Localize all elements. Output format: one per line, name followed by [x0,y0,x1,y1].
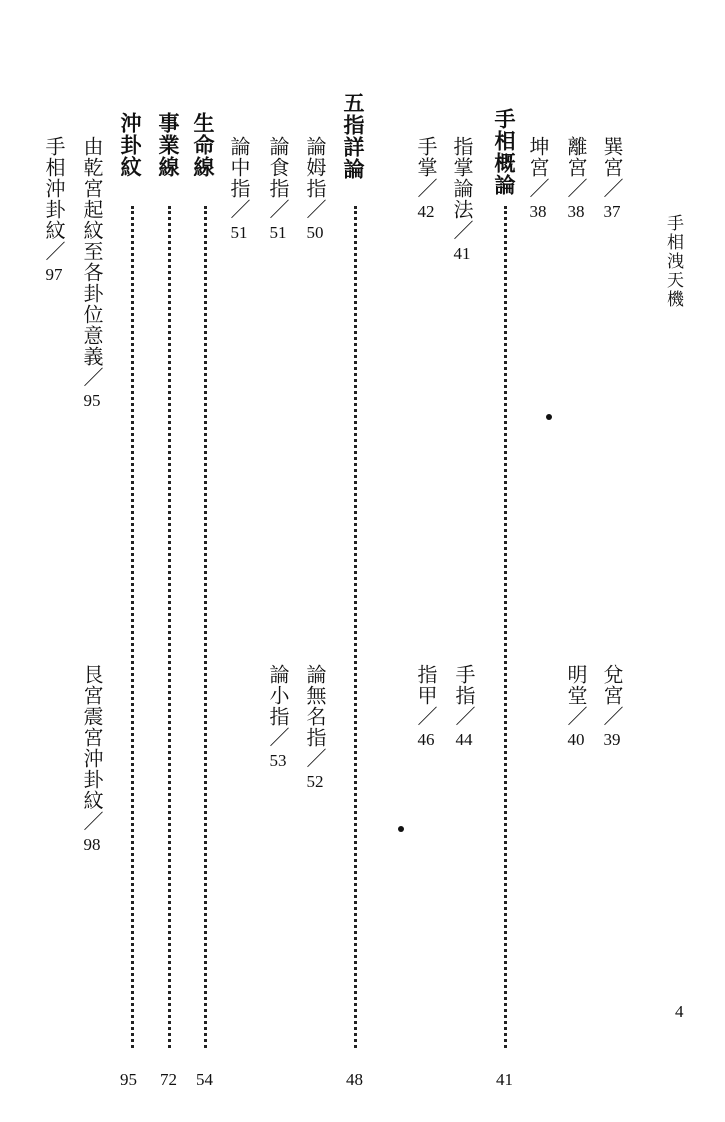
entry-page: 40 [567,730,585,749]
entry-label: 指甲／ [414,664,438,727]
toc-entry-wuming[interactable] [305,664,325,790]
entry-label: 論小指／ [266,664,290,748]
dot-leader-shengming [204,206,210,1048]
dot-leader-chonggua [131,206,137,1048]
toc-section-chonggua[interactable]: 沖卦紋 [118,112,143,178]
dot-leader-wuzhi [354,206,360,1048]
entry-page: 53 [269,751,287,770]
entry-label: 指掌論法／ [450,136,474,241]
toc-entry-mingtang[interactable] [566,664,586,748]
toc-entry-zhizhang[interactable] [452,136,472,262]
toc-entry-kun[interactable] [528,136,548,220]
entry-page: 41 [453,244,471,263]
toc-entry-shouzhi[interactable] [454,664,474,748]
entry-label: 論中指／ [227,136,251,220]
section-page-shengming: 54 [196,1070,213,1089]
entry-page: 97 [45,265,63,284]
section-page-chonggua: 95 [120,1070,137,1089]
toc-entry-zhongzhi[interactable] [229,136,249,241]
toc-entry-shouzhang[interactable] [416,136,436,220]
entry-page: 42 [417,202,435,221]
section-page-gailun: 41 [496,1070,513,1089]
toc-entry-shouxiang[interactable] [44,136,64,283]
entry-page: 37 [603,202,621,221]
scan-speck [546,414,552,420]
toc-section-gailun[interactable]: 手相概論 [492,108,517,196]
section-page-shiye: 72 [160,1070,177,1089]
section-page-wuzhi: 48 [346,1070,363,1089]
entry-label: 論無名指／ [303,664,327,769]
dot-leader-shiye [168,206,174,1048]
entry-page: 50 [306,223,324,242]
running-header: 手相洩天機 [663,214,683,309]
toc-entry-qiangong[interactable] [82,136,102,409]
toc-entry-dui[interactable] [602,664,622,748]
entry-page: 39 [603,730,621,749]
entry-label: 離宮／ [564,136,588,199]
entry-label: 巽宮／ [600,136,624,199]
entry-page: 51 [269,223,287,242]
toc-entry-li[interactable] [566,136,586,220]
entry-page: 44 [455,730,473,749]
entry-page: 51 [230,223,248,242]
toc-entry-xiaozhi[interactable] [268,664,288,769]
entry-page: 95 [83,391,101,410]
entry-page: 98 [83,835,101,854]
scan-speck [398,826,404,832]
dot-leader-gailun [504,206,510,1048]
entry-page: 38 [529,202,547,221]
entry-page: 46 [417,730,435,749]
entry-label: 手掌／ [414,136,438,199]
toc-entry-shizhi[interactable] [268,136,288,241]
entry-label: 論食指／ [266,136,290,220]
toc-entry-xun[interactable] [602,136,622,220]
folio-page-number: 4 [675,1002,684,1021]
toc-section-wuzhi[interactable]: 五指詳論 [341,92,366,180]
toc-section-shiye[interactable]: 事業線 [156,112,181,178]
toc-entry-muzhi[interactable] [305,136,325,241]
entry-label: 坤宮／ [526,136,550,199]
toc-entry-genzhen[interactable] [82,664,102,853]
entry-label: 艮宮震宮沖卦紋／ [80,664,104,832]
entry-label: 論姆指／ [303,136,327,220]
entry-label: 手指／ [452,664,476,727]
toc-entry-zhijia[interactable] [416,664,436,748]
entry-label: 手相沖卦紋／ [42,136,66,262]
entry-page: 52 [306,772,324,791]
entry-label: 明堂／ [564,664,588,727]
entry-label: 由乾宮起紋至各卦位意義／ [80,136,104,388]
entry-label: 兌宮／ [600,664,624,727]
entry-page: 38 [567,202,585,221]
toc-section-shengming[interactable]: 生命線 [191,112,216,178]
